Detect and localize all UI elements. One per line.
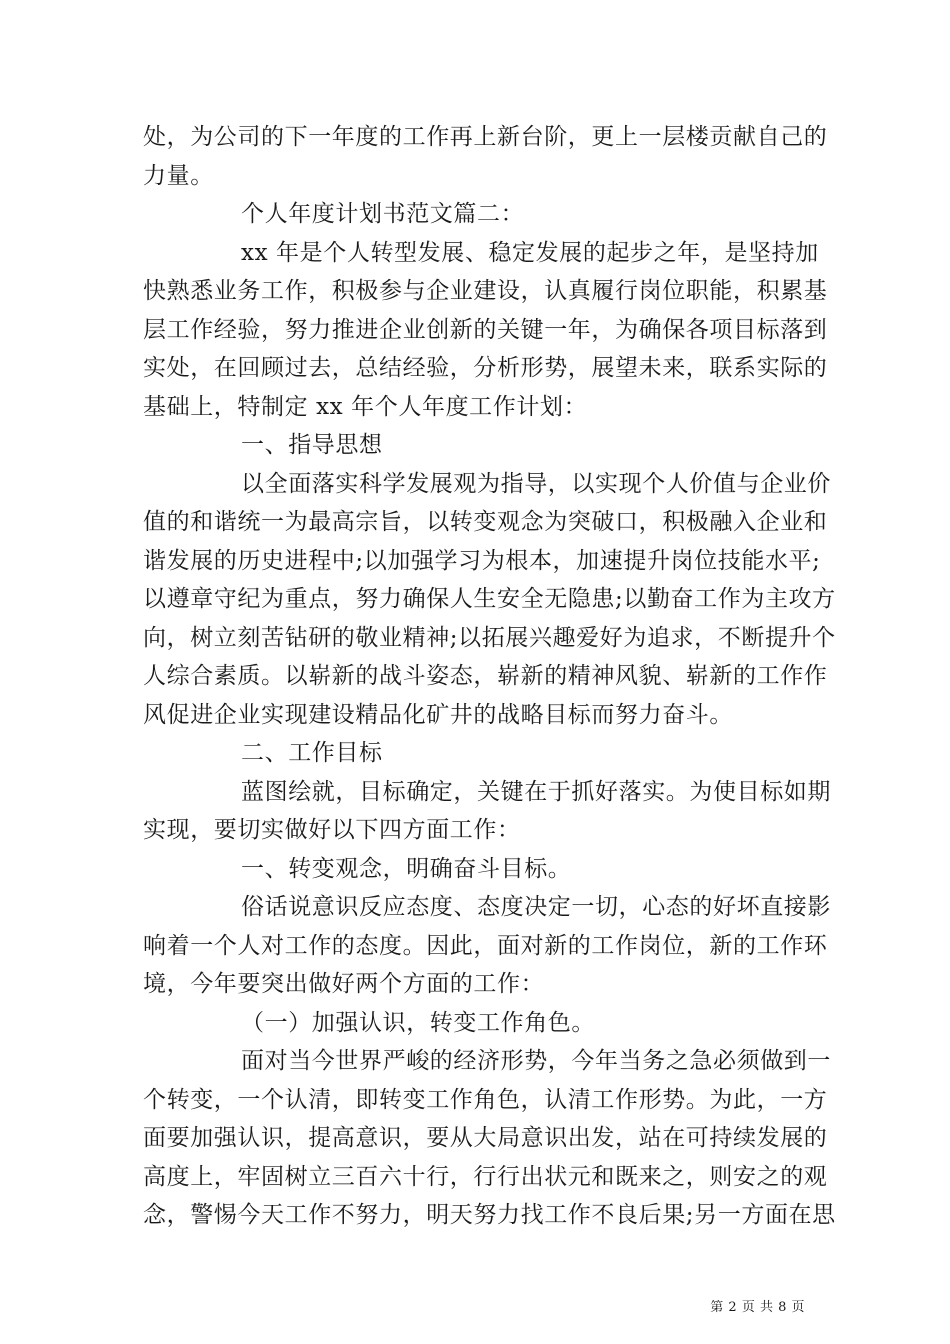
text-line: 人综合素质。以崭新的战斗姿态，崭新的精神风貌、崭新的工作作 [143, 663, 828, 689]
text-line: 面要加强认识，提高意识，要从大局意识出发，站在可持续发展的 [143, 1125, 828, 1151]
page-number: 第 2 页 共 8 页 [710, 1300, 805, 1315]
text-line: 响着一个人对工作的态度。因此，面对新的工作岗位，新的工作环 [143, 932, 828, 959]
text-line: 实处，在回顾过去，总结经验，分析形势，展望未来，联系实际的 [143, 355, 828, 381]
text-line: 风促进企业实现建设精品化矿井的战略目标而努力奋斗。 [143, 701, 733, 728]
text-line: 以全面落实科学发展观为指导，以实现个人价值与企业价 [241, 470, 831, 497]
text-line: 境，今年要突出做好两个方面的工作： [143, 971, 545, 997]
text-line: 值的和谐统一为最高宗旨，以转变观念为突破口，积极融入企业和 [143, 509, 828, 535]
text-line: 处，为公司的下一年度的工作再上新台阶，更上一层楼贡献自己的 [143, 124, 828, 150]
text-line: 高度上，牢固树立三百六十行，行行出状元和既来之，则安之的观 [143, 1163, 828, 1190]
section-heading: 一、指导思想 [241, 432, 383, 458]
text-line: 念，警惕今天工作不努力，明天努力找工作不良后果;另一方面在思 [143, 1202, 836, 1228]
text-line: 蓝图绘就，目标确定，关键在于抓好落实。为使目标如期 [241, 778, 831, 805]
section-heading: 个人年度计划书范文篇二： [241, 201, 525, 227]
text-line: 实现，要切实做好以下四方面工作： [143, 817, 521, 843]
text-line: 力量。 [143, 162, 214, 189]
text-line: 基础上，特制定 xx 年个人年度工作计划： [143, 393, 588, 420]
text-line: 俗话说意识反应态度、态度决定一切，心态的好坏直接影 [241, 894, 831, 920]
text-line: xx 年是个人转型发展、稳定发展的起步之年，是坚持加 [241, 239, 819, 266]
text-line: 层工作经验，努力推进企业创新的关键一年，为确保各项目标落到 [143, 316, 828, 343]
text-line: 谐发展的历史进程中;以加强学习为根本，加速提升岗位技能水平; [143, 547, 821, 574]
section-heading: 二、工作目标 [241, 740, 383, 766]
section-heading: 一、转变观念，明确奋斗目标。 [241, 855, 572, 882]
document-body [143, 118, 836, 1235]
text-line: 向，树立刻苦钻研的敬业精神;以拓展兴趣爱好为追求，不断提升个 [143, 624, 836, 651]
text-line: 个转变，一个认清，即转变工作角色，认清工作形势。为此，一方 [143, 1086, 828, 1113]
text-line: 快熟悉业务工作，积极参与企业建设，认真履行岗位职能，积累基 [143, 278, 828, 304]
section-heading: （一）加强认识，转变工作角色。 [241, 1009, 595, 1036]
text-line: 面对当今世界严峻的经济形势，今年当务之急必须做到一 [241, 1048, 831, 1074]
text-line: 以遵章守纪为重点，努力确保人生安全无隐患;以勤奋工作为主攻方 [143, 586, 836, 612]
